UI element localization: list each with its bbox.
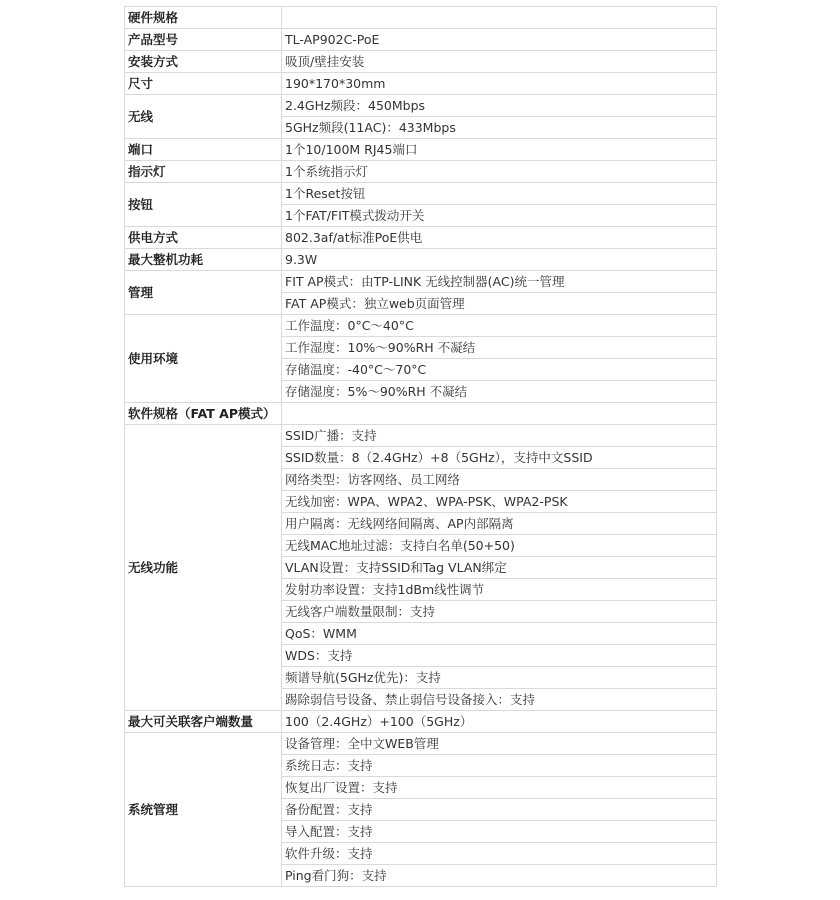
spec-label: 产品型号 bbox=[125, 29, 282, 51]
spec-row bbox=[125, 249, 717, 271]
spec-row bbox=[125, 733, 717, 755]
spec-value: FIT AP模式：由TP-LINK 无线控制器(AC)统一管理 bbox=[282, 271, 717, 293]
spec-row bbox=[125, 73, 717, 95]
spec-label: 端口 bbox=[125, 139, 282, 161]
spec-value: 设备管理：全中文WEB管理 bbox=[282, 733, 717, 755]
spec-value: SSID数量：8（2.4GHz）+8（5GHz），支持中文SSID bbox=[282, 447, 717, 469]
spec-value: VLAN设置：支持SSID和Tag VLAN绑定 bbox=[282, 557, 717, 579]
spec-row bbox=[125, 315, 717, 337]
spec-value: 发射功率设置：支持1dBm线性调节 bbox=[282, 579, 717, 601]
spec-label: 无线功能 bbox=[125, 425, 282, 711]
spec-value: 100（2.4GHz）+100（5GHz） bbox=[282, 711, 717, 733]
spec-row bbox=[125, 425, 717, 447]
spec-value: Ping看门狗：支持 bbox=[282, 865, 717, 887]
spec-value: 频谱导航(5GHz优先)：支持 bbox=[282, 667, 717, 689]
spec-row bbox=[125, 227, 717, 249]
spec-value: TL-AP902C-PoE bbox=[282, 29, 717, 51]
spec-value: 导入配置：支持 bbox=[282, 821, 717, 843]
spec-label: 系统管理 bbox=[125, 733, 282, 887]
spec-value: 1个Reset按钮 bbox=[282, 183, 717, 205]
spec-value: 软件升级：支持 bbox=[282, 843, 717, 865]
spec-label: 使用环境 bbox=[125, 315, 282, 403]
spec-value: 9.3W bbox=[282, 249, 717, 271]
spec-table bbox=[124, 6, 717, 887]
spec-value: 网络类型：访客网络、员工网络 bbox=[282, 469, 717, 491]
spec-label: 最大整机功耗 bbox=[125, 249, 282, 271]
spec-value: SSID广播：支持 bbox=[282, 425, 717, 447]
spec-value: QoS：WMM bbox=[282, 623, 717, 645]
spec-value: WDS：支持 bbox=[282, 645, 717, 667]
section-title: 硬件规格 bbox=[125, 7, 282, 29]
spec-value: 吸顶/壁挂安装 bbox=[282, 51, 717, 73]
section-title: 软件规格（FAT AP模式） bbox=[125, 403, 282, 425]
spec-value: 备份配置：支持 bbox=[282, 799, 717, 821]
spec-value: 1个FAT/FIT模式拨动开关 bbox=[282, 205, 717, 227]
spec-value: 无线MAC地址过滤：支持白名单(50+50) bbox=[282, 535, 717, 557]
spec-value: 工作温度：0°C～40°C bbox=[282, 315, 717, 337]
spec-value: 802.3af/at标准PoE供电 bbox=[282, 227, 717, 249]
spec-value: 存储湿度：5%～90%RH 不凝结 bbox=[282, 381, 717, 403]
spec-label: 供电方式 bbox=[125, 227, 282, 249]
spec-value: 5GHz频段(11AC)：433Mbps bbox=[282, 117, 717, 139]
section-header-row bbox=[125, 403, 717, 425]
spec-label: 安装方式 bbox=[125, 51, 282, 73]
spec-value: 无线客户端数量限制：支持 bbox=[282, 601, 717, 623]
spec-row bbox=[125, 271, 717, 293]
spec-label: 按钮 bbox=[125, 183, 282, 227]
spec-row bbox=[125, 183, 717, 205]
spec-value: 用户隔离：无线网络间隔离、AP内部隔离 bbox=[282, 513, 717, 535]
spec-table-body bbox=[125, 7, 717, 887]
spec-label: 最大可关联客户端数量 bbox=[125, 711, 282, 733]
spec-row bbox=[125, 161, 717, 183]
spec-value: 存储温度：-40°C～70°C bbox=[282, 359, 717, 381]
spec-label: 指示灯 bbox=[125, 161, 282, 183]
spec-label: 管理 bbox=[125, 271, 282, 315]
spec-value: 恢复出厂设置：支持 bbox=[282, 777, 717, 799]
section-empty-cell bbox=[282, 403, 717, 425]
spec-value: FAT AP模式：独立web页面管理 bbox=[282, 293, 717, 315]
spec-value: 踢除弱信号设备、禁止弱信号设备接入：支持 bbox=[282, 689, 717, 711]
spec-row bbox=[125, 95, 717, 117]
spec-value: 1个10/100M RJ45端口 bbox=[282, 139, 717, 161]
section-empty-cell bbox=[282, 7, 717, 29]
spec-row bbox=[125, 139, 717, 161]
spec-label: 无线 bbox=[125, 95, 282, 139]
section-header-row bbox=[125, 7, 717, 29]
spec-value: 工作湿度：10%～90%RH 不凝结 bbox=[282, 337, 717, 359]
spec-label: 尺寸 bbox=[125, 73, 282, 95]
spec-row bbox=[125, 711, 717, 733]
spec-value: 无线加密：WPA、WPA2、WPA-PSK、WPA2-PSK bbox=[282, 491, 717, 513]
spec-value: 190*170*30mm bbox=[282, 73, 717, 95]
spec-value: 系统日志：支持 bbox=[282, 755, 717, 777]
spec-value: 2.4GHz频段：450Mbps bbox=[282, 95, 717, 117]
spec-row bbox=[125, 51, 717, 73]
spec-row bbox=[125, 29, 717, 51]
spec-value: 1个系统指示灯 bbox=[282, 161, 717, 183]
